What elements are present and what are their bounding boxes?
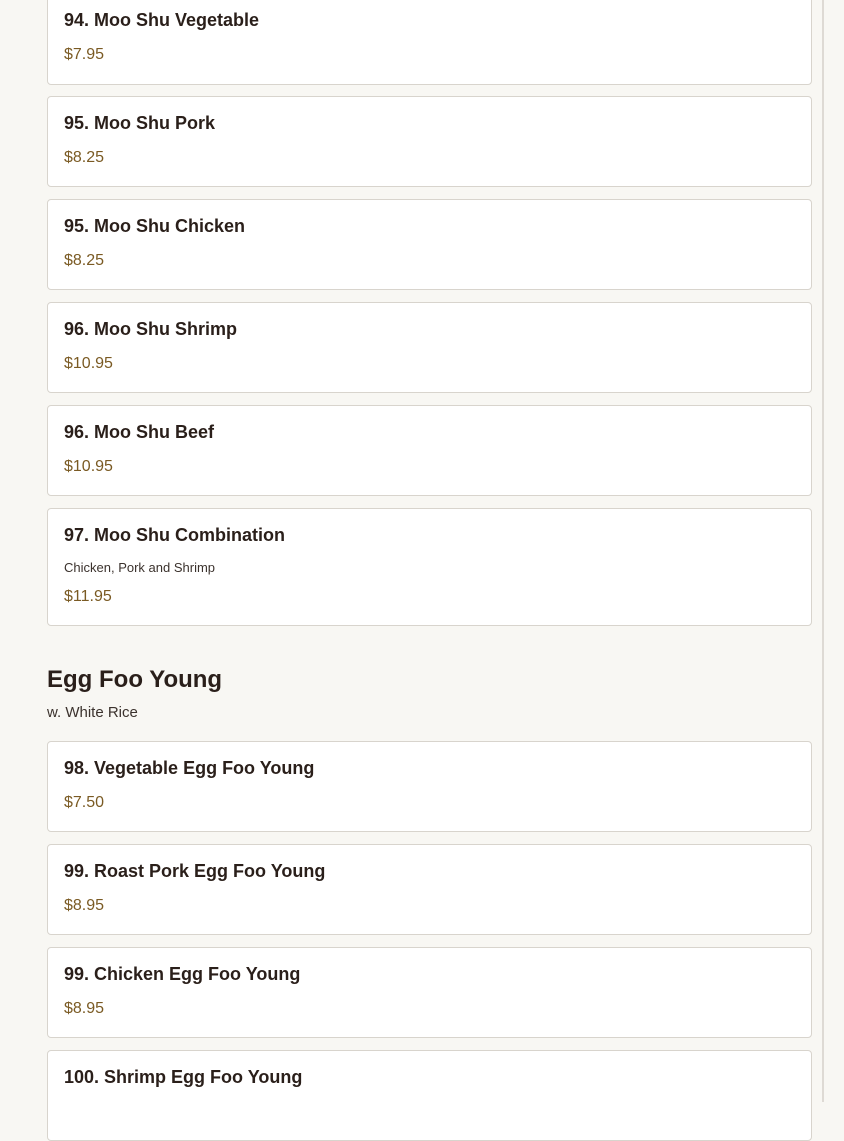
menu-item-name: 95. Moo Shu Chicken	[64, 216, 246, 236]
section-subtitle: w. White Rice	[47, 704, 138, 721]
menu-item-card[interactable]	[47, 302, 812, 393]
menu-item-price: $7.95	[64, 46, 105, 63]
menu-item-card[interactable]	[47, 1050, 812, 1141]
menu-item-price: $10.95	[64, 458, 113, 475]
section-title: Egg Foo Young	[47, 666, 223, 693]
menu-item-price: $8.95	[64, 1000, 105, 1017]
menu-item-name: 97. Moo Shu Combination	[64, 525, 285, 545]
menu-item-card[interactable]	[47, 947, 812, 1038]
page-edge-divider	[822, 0, 824, 1102]
menu-item-price: $11.95	[64, 588, 112, 605]
menu-item-price: $8.25	[64, 252, 105, 269]
menu-item-name: 100. Shrimp Egg Foo Young	[64, 1067, 303, 1087]
menu-item-price: $7.50	[64, 794, 105, 811]
menu-item-name: 99. Chicken Egg Foo Young	[64, 964, 301, 984]
menu-item-card[interactable]	[47, 96, 812, 187]
menu-item-card[interactable]	[47, 844, 812, 935]
menu-item-name: 96. Moo Shu Beef	[64, 422, 215, 442]
menu-item-price: $8.25	[64, 149, 105, 166]
menu-item-description: Chicken, Pork and Shrimp	[64, 560, 216, 575]
menu-item-card[interactable]	[47, 199, 812, 290]
menu-item-card[interactable]	[47, 405, 812, 496]
menu-item-price: $10.95	[64, 355, 113, 372]
menu-item-card[interactable]	[47, 0, 812, 85]
menu-item-name: 96. Moo Shu Shrimp	[64, 319, 238, 339]
menu-item-name: 98. Vegetable Egg Foo Young	[64, 758, 315, 778]
menu-item-name: 95. Moo Shu Pork	[64, 113, 216, 133]
menu-item-name: 94. Moo Shu Vegetable	[64, 10, 260, 30]
menu-item-card[interactable]	[47, 508, 812, 626]
menu-item-price: $8.95	[64, 897, 105, 914]
menu-item-card[interactable]	[47, 741, 812, 832]
menu-item-name: 99. Roast Pork Egg Foo Young	[64, 861, 326, 881]
